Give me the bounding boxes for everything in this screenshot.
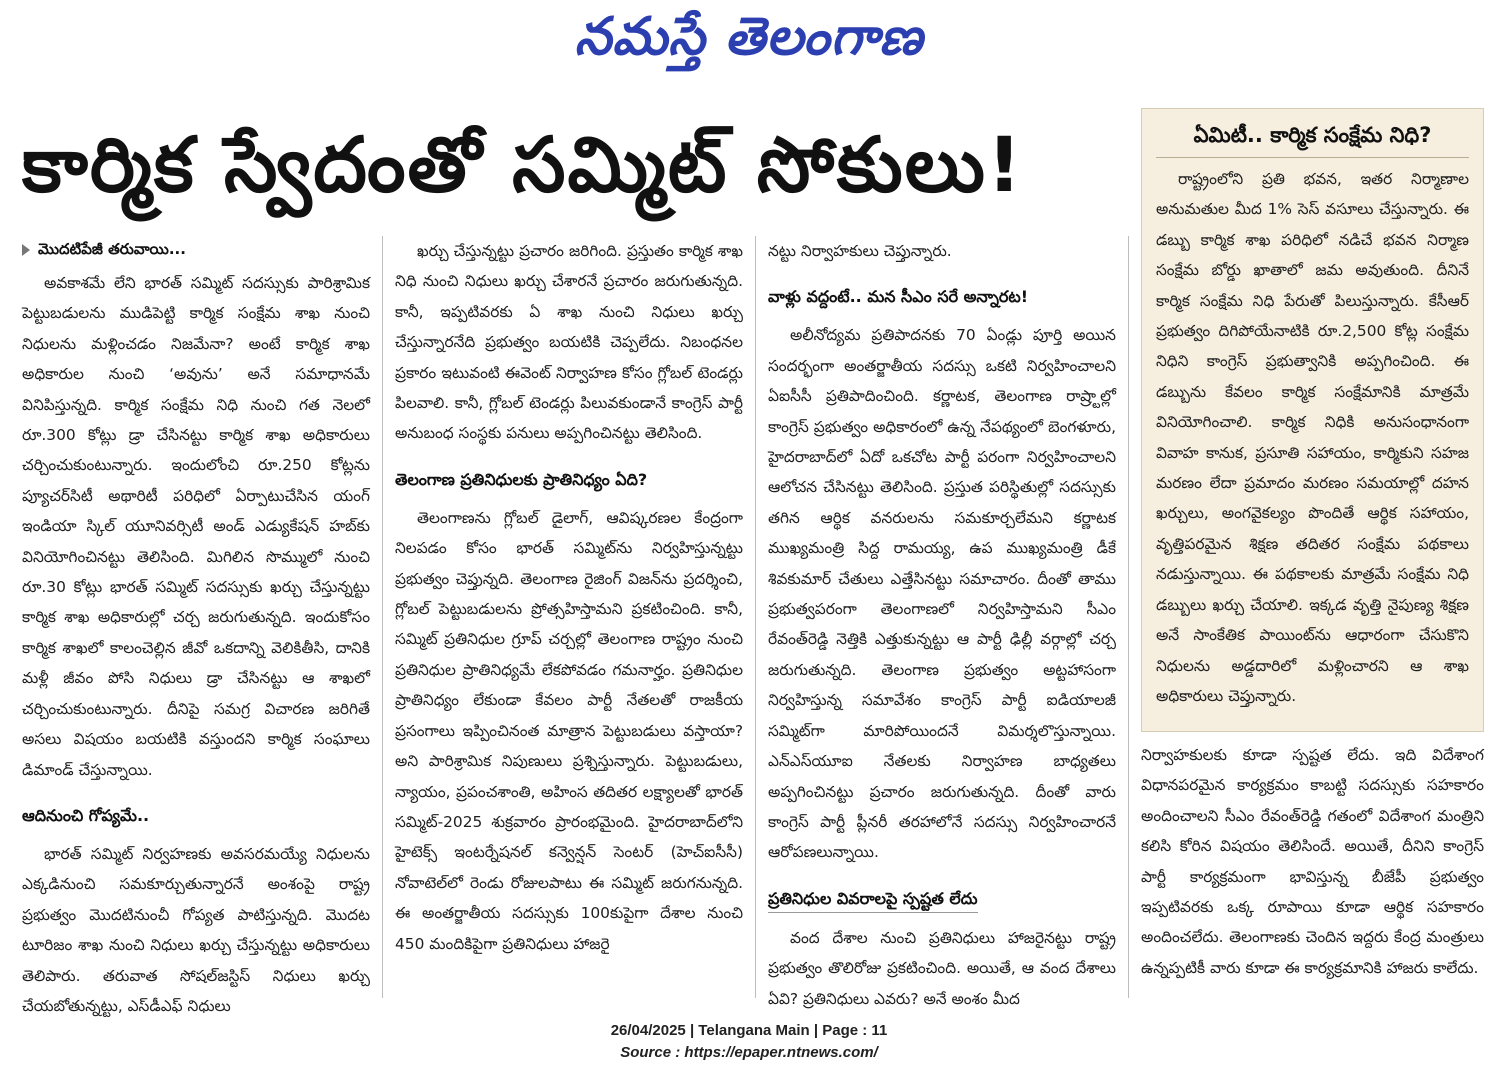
edition-info: 26/04/2025 | Telangana Main | Page : 11 (610, 1022, 888, 1039)
headline: కార్మిక స్వేదంతో సమ్మిట్ సోకులు! (22, 120, 1024, 209)
paragraph: నట్టు నిర్వాహకులు చెప్తున్నారు. (768, 242, 952, 260)
paragraph: అలీనోద్యమ ప్రతిపాదనకు 70 ఏండ్లు పూర్తి అయిన సందర్భంగా అంతర్జాతీయ సదస్సు ఒకటి నిర్వహించాలని ఏఐసీసీ ప్రతిపాదించింది. కర్ణాటక, తెలంగాణ రాష్ర్టాల్లో కాంగ్రెస్ ప్రభుత్వం అధికారంలో ఉన్న నేపథ్యంలో బెంగళూరు, హైదరాబాద్‌లో ఏదో ఒకచోట పార్టీ పరంగా నిర్వహించాలని ఆలోచన చేసినట్టు తెలిసింది. ప్రస్తుత పరిస్థితుల్లో సదస్సుకు తగిన ఆర్థిక వనరులను సమకూర్చలేమని కర్ణాటక ముఖ్యమంత్రి సిద్ద రామయ్య, ఉప ముఖ్యమంత్రి డీకే శివకుమార్ చేతులు ఎత్తేసినట్టు సమాచారం. దీంతో తాము ప్రభుత్వపరంగా తెలంగాణలో నిర్వహిస్తామని సీఎం రేవంత్‌రెడ్డి నెత్తికి ఎత్తుకున్నట్టు ఆ పార్టీ ఢిల్లీ వర్గాల్లో చర్చ జరుగుతున్నది. తెలంగాణ ప్రభుత్వం అట్టహాసంగా నిర్వహిస్తున్న సమావేశం కాంగ్రెస్ పార్టీ ఐడియాలజీ సమ్మిట్‌గా మారిపోయిందనే విమర్శలొస్తున్నాయి. ఎన్‌ఎస్‌యూఐ నేతలకు నిర్వాహణ బాధ్యతలు అప్పగించినట్టు ప్రచారం జరుగుతున్నది. దీంతో వారు కాంగ్రెస్ పార్టీ ప్లీనరీ తరహాలోనే సదస్సు నిర్వహించారనే ఆరోపణలున్నాయి. (768, 326, 1116, 862)
paragraph: తెలంగాణను గ్లోబల్ డైలాగ్, ఆవిష్కరణల కేంద్రంగా నిలపడం కోసం భారత్ సమ్మిట్‌ను నిర్వహిస్తున్నట్టు ప్రభుత్వం చెప్తున్నది. తెలంగాణ రైజింగ్ విజన్‌ను ప్రదర్శించి, గ్లోబల్ పెట్టుబడులను ప్రోత్సహిస్తామని ప్రకటించింది. కానీ, సమ్మిట్ ప్రతినిధుల గ్రూప్ చర్చల్లో తెలంగాణ రాష్ట్రం నుంచి ప్రతినిధుల ప్రాతినిధ్యమే లేకపోవడం గమనార్హం. ప్రతినిధుల ప్రాతినిధ్యం లేకుండా కేవలం పార్టీ నేతలతో రాజకీయ ప్రసంగాలు ఇప్పించినంత మాత్రాన పెట్టుబడులు వస్తాయా? అని పారిశ్రామిక నిపుణులు ప్రశ్నిస్తున్నారు. పెట్టుబడులు, న్యాయం, ప్రపంచశాంతి, అహింస తదితర లక్ష్యాలతో భారత్ సమ్మిట్-2025 శుక్రవారం ప్రారంభమైంది. హైదరాబాద్‌లోని హైటెక్స్ ఇంటర్నేషనల్ కన్వెన్షన్ సెంటర్ (హెచ్‌ఐసీసీ) నోవాటెల్‌లో రెండు రోజులపాటు ఈ సమ్మిట్ జరుగనున్నది. ఈ అంతర్జాతీయ సదస్సుకు 100కుపైగా దేశాల నుంచి 450 మందికిపైగా ప్రతినిధులు హాజరై (395, 508, 743, 953)
masthead-logo: నమస్తే తెలంగాణ (574, 6, 924, 67)
page-footer (0, 1020, 1498, 1064)
article-column-1 (22, 236, 370, 1015)
paragraph: నిర్వాహకులకు కూడా స్పష్టత లేదు. ఇది విదేశాంగ విధానపరమైన కార్యక్రమం కాబట్టి సదస్సుకు సహకారం అందించాలని సీఎం రేవంత్‌రెడ్డి గతంలో విదేశాంగ మంత్రిని కలిసి కోరిన విషయం తెలిసిందే. అయితే, దీనిని కాంగ్రెస్ పార్టీ కార్యక్రమంగా భావిస్తున్న బీజేపీ ప్రభుత్వం ఇప్పటివరకు ఒక్క రూపాయి కూడా ఆర్థిక సహకారం అందించలేదు. తెలంగాణకు చెందిన ఇద్దరు కేంద్ర మంత్రులు ఉన్నప్పటికీ వారు కూడా ఈ కార్యక్రమానికి హాజరు కాలేదు. (1141, 746, 1484, 977)
subheading: తెలంగాణ ప్రతినిధులకు ప్రాతినిధ్యం ఏది? (395, 469, 648, 489)
article-column-2 (395, 236, 743, 998)
column-divider (1128, 236, 1129, 998)
article-column-4 (1141, 740, 1484, 998)
paragraph: రాష్ట్రంలోని ప్రతి భవన, ఇతర నిర్మాణాల అనుమతుల మీద 1% సెస్ వసూలు చేస్తున్నారు. ఈ డబ్బు కార్మిక శాఖ పరిధిలో నడిచే భవన నిర్మాణ సంక్షేమ బోర్డు ఖాతాలో జమ అవుతుంది. దీనినే కార్మిక సంక్షేమ నిధి పేరుతో పిలుస్తున్నారు. కేసీఆర్ ప్రభుత్వం దిగిపోయేనాటికి రూ.2,500 కోట్ల సంక్షేమ నిధిని కాంగ్రెస్ ప్రభుత్వానికి అప్పగించింది. ఈ డబ్బును కేవలం కార్మిక సంక్షేమానికి మాత్రమే వినియోగించాలి. కార్మిక నిధికి అనుసంధానంగా వివాహ కానుక, ప్రసూతి సహాయం, కార్మికుని సహజ మరణం లేదా ప్రమాదం మరణం సమయాల్లో దహన ఖర్చులు, అంగవైకల్యం పొందితే ఆర్థిక సహాయం, వృత్తిపరమైన శిక్షణ తదితర సంక్షేమ పథకాలు నడుస్తున్నాయి. ఈ పథకాలకు మాత్రమే సంక్షేమ నిధి డబ్బులు ఖర్చు చేయాలి. ఇక్కడ వృత్తి నైపుణ్య శిక్షణ అనే సాంకేతిక పాయింట్‌ను ఆధారంగా చేసుకొని నిధులను అడ్డదారిలో మళ్లించారని ఆ శాఖ అధికారులు చెప్తున్నారు. (1156, 170, 1469, 705)
source-link[interactable]: Source : https://epaper.ntnews.com/ (620, 1044, 878, 1061)
sidebar-body (1156, 164, 1469, 711)
article-column-3 (768, 236, 1116, 1008)
column-divider (382, 236, 383, 998)
subheading: వాళ్లు వద్దంటే.. మన సీఎం సరే అన్నారట! (768, 287, 1029, 307)
sidebar-title: ఏమిటీ.. కార్మిక సంక్షేమ నిధి? (1156, 117, 1469, 158)
paragraph: అవకాశమే లేని భారత్ సమ్మిట్ సదస్సుకు పారిశ్రామిక పెట్టుబడులను ముడిపెట్టి కార్మిక సంక్షేమ శాఖ నుంచి నిధులను మళ్లించడం నిజమేనా? అంటే కార్మిక శాఖ అధికారుల నుంచి ‘అవును’ అనే సమాధానమే వినిపిస్తున్నది. కార్మిక సంక్షేమ నిధి నుంచి గత నెలలో రూ.300 కోట్లు డ్రా చేసినట్టు కార్మిక శాఖ అధికారులు చర్చించుకుంటున్నారు. ఇందులోంచి రూ.250 కోట్లను ప్యూచర్‌సిటీ అథారిటీ పరిధిలో ఏర్పాటుచేసిన యంగ్ ఇండియా స్కిల్ యూనివర్సిటీ అండ్ ఎడ్యుకేషన్ హబ్‌కు వినియోగించినట్టు తెలిసింది. మిగిలిన సొమ్ములో నుంచి రూ.30 కోట్లు భారత్ సమ్మిట్ సదస్సుకు ఖర్చు చేస్తున్నట్టు కార్మిక శాఖ అధికారుల్లో చర్చ జరుగుతున్నది. ఇందుకోసం కార్మిక శాఖలో కాలంచెల్లిన జీవో ఒకదాన్ని వెలికితీసి, దానికి మళ్లీ జీవం పోసి నిధులు డ్రా చేసినట్టు ఆ శాఖలో చర్చించుకుంటున్నారు. దీనిపై సమగ్ర విచారణ జరిగితే అసలు విషయం బయటికి వస్తుందని కార్మిక సంఘాలు డిమాండ్ చేస్తున్నాయి. (22, 274, 370, 779)
chevron-right-icon (22, 244, 30, 256)
paragraph: భారత్ సమ్మిట్ నిర్వహణకు అవసరమయ్యే నిధులను ఎక్కడినుంచి సమకూర్చుతున్నారనే అంశంపై రాష్ట్ర ప్రభుత్వం మొదటినుంచీ గోప్యత పాటిస్తున్నది. మొదట టూరిజం శాఖ నుంచి నిధులు ఖర్చు చేస్తున్నట్టు అధికారులు తెలిపారు. తరువాత సోషల్‌జస్టిస్ నిధులు ఖర్చు చేయబోతున్నట్టు, ఎస్‌డీఎఫ్ నిధులు (22, 844, 370, 1015)
subheading: ఆదినుంచి గోప్యమే.. (22, 805, 150, 825)
column-divider (755, 236, 756, 998)
paragraph: వంద దేశాల నుంచి ప్రతినిధులు హాజరైనట్టు రాష్ట్ర ప్రభుత్వం తొలిరోజు ప్రకటించింది. అయితే, ఆ వంద దేశాలు ఏవి? ప్రతినిధులు ఎవరు? అనే అంశం మీద (768, 928, 1116, 1008)
subheading: ప్రతినిధుల వివరాలపై స్పష్టత లేదు (768, 886, 978, 913)
sidebar-box (1141, 108, 1484, 732)
continuation-kicker (22, 236, 370, 262)
kicker-text: మొదటిపేజీ తరువాయి... (38, 240, 186, 258)
paragraph: ఖర్చు చేస్తున్నట్టు ప్రచారం జరిగింది. ప్రస్తుతం కార్మిక శాఖ నిధి నుంచి నిధులు ఖర్చు చేశారనే ప్రచారం జరుగుతున్నది. కానీ, ఇప్పటివరకు ఏ శాఖ నుంచి నిధులు ఖర్చు చేస్తున్నారనేది ప్రభుత్వం బయటికి చెప్పలేదు. నిబంధనల ప్రకారం ఇటువంటి ఈవెంట్ నిర్వాహణ కోసం గ్లోబల్ టెండర్లు పిలవాలి. కానీ, గ్లోబల్ టెండర్లు పిలువకుండానే కాంగ్రెస్ పార్టీ అనుబంధ సంస్థకు పనులు అప్పగించినట్టు తెలిసింది. (395, 242, 743, 443)
